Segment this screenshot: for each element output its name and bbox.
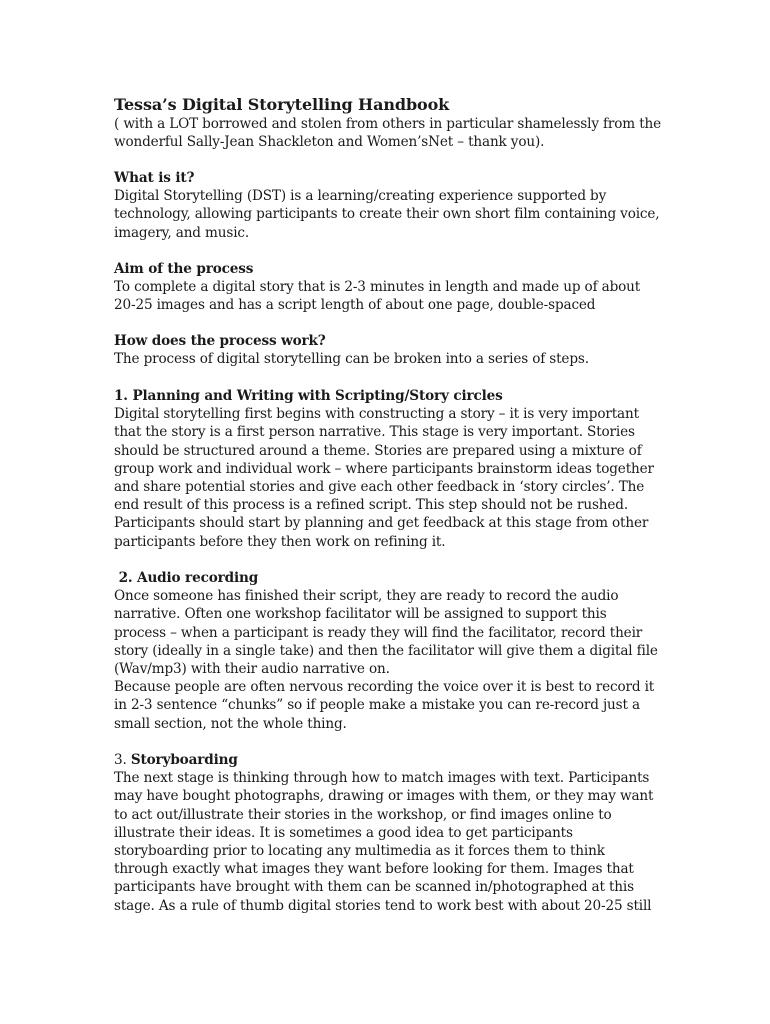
paragraph-line: imagery, and music. [114,224,250,241]
paragraph-line: Because people are often nervous recording the voice over it is best to record it [114,679,655,696]
paragraph-line: in 2-3 sentence “chunks” so if people make a mistake you can re-record just a [114,697,640,714]
paragraph-line: Once someone has finished their script, they are ready to record the audio [114,588,619,605]
section-audio-recording [114,569,674,733]
paragraph-line: stage. As a rule of thumb digital stories tend to work best with about 20-25 still [114,897,652,914]
paragraph-line: may have bought photographs, drawing or images with them, or they may want [114,788,654,805]
paragraph-line: The next stage is thinking through how to match images with text. Participants [114,770,650,787]
paragraph-line: to act out/illustrate their stories in the workshop, or find images online to [114,806,612,823]
section-number: 3. [114,752,131,768]
paragraph-line: Participants should start by planning and get feedback at this stage from other [114,515,649,532]
section-heading: How does the process work? [114,333,326,349]
section-heading: Aim of the process [114,261,254,277]
section-storyboarding [114,751,674,915]
paragraph-line: To complete a digital story that is 2-3 minutes in length and made up of about [114,279,641,296]
paragraph-line: 20-25 images and has a script length of about one page, double-spaced [114,297,596,314]
paragraph-line: The process of digital storytelling can be broken into a series of steps. [114,351,589,368]
subtitle-line: ( with a LOT borrowed and stolen from others in particular shamelessly from the [114,116,662,132]
paragraph-line: participants before they then work on refining it. [114,533,446,550]
paragraph-line: that the story is a first person narrative. This stage is very important. Stories [114,424,635,441]
paragraph-line: technology, allowing participants to create their own short film containing voice, [114,206,660,223]
paragraph-line: process – when a participant is ready they will find the facilitator, record their [114,624,643,641]
paragraph-line: Digital storytelling first begins with constructing a story – it is very important [114,406,639,423]
subtitle-line: wonderful Sally-Jean Shackleton and Women’sNet – thank you). [114,134,545,151]
paragraph-line: story (ideally in a single take) and then the facilitator will give them a digital file [114,642,658,659]
section-heading-text: Storyboarding [130,752,238,768]
paragraph-line: should be structured around a theme. Stories are prepared using a mixture of [114,442,642,459]
section-heading [114,751,674,769]
section-how-it-works [114,332,674,368]
paragraph-line: illustrate their ideas. It is sometimes a good idea to get participants [114,824,573,841]
paragraph-line: narrative. Often one workshop facilitator will be assigned to support this [114,606,607,623]
paragraph-line: Digital Storytelling (DST) is a learning/creating experience supported by [114,188,607,205]
section-aim [114,260,674,315]
section-heading: 2. Audio recording [114,570,259,586]
paragraph-line: small section, not the whole thing. [114,715,347,732]
section-heading: 1. Planning and Writing with Scripting/Story circles [114,388,503,404]
document-subtitle [114,115,674,151]
paragraph-line: storyboarding prior to locating any multimedia as it forces them to think [114,843,605,860]
paragraph-line: participants have brought with them can be scanned in/photographed at this [114,879,634,896]
document-title: Tessa’s Digital Storytelling Handbook [114,95,450,114]
paragraph-line: (Wav/mp3) with their audio narrative on. [114,661,390,678]
paragraph-line: and share potential stories and give each other feedback in ‘story circles’. The [114,479,645,496]
paragraph-line: end result of this process is a refined script. This step should not be rushed. [114,497,629,514]
paragraph-line: group work and individual work – where participants brainstorm ideas together [114,460,654,477]
section-heading: What is it? [114,170,195,186]
paragraph-line: through exactly what images they want before looking for them. Images that [114,861,634,878]
section-planning [114,387,674,551]
section-what-is-it [114,169,674,242]
